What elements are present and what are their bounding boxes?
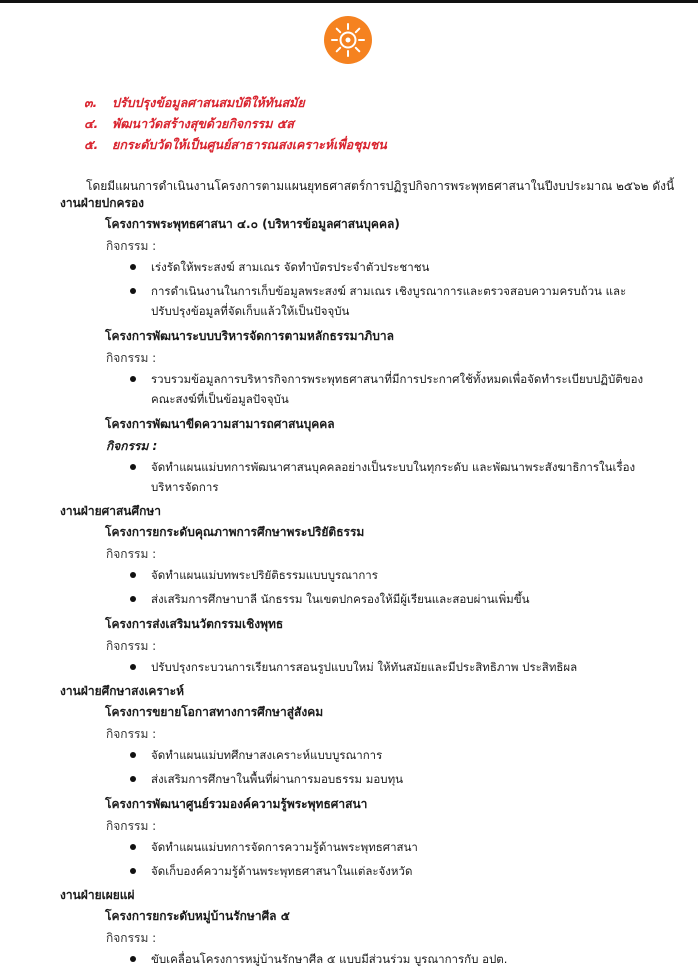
activity-label: กิจกรรม : — [106, 931, 157, 945]
activity-list — [0, 949, 698, 969]
goal-item — [84, 113, 387, 134]
activity-list — [0, 369, 698, 409]
activity-label: กิจกรรม : — [106, 351, 157, 365]
activity-list — [0, 457, 698, 497]
goal-number: ๓. — [84, 95, 98, 110]
activity-item: จัดทำแผนแม่บทการจัดการความรู้ด้านพระพุทธศาสนา — [0, 837, 698, 857]
activity-label: กิจกรรม : — [106, 239, 157, 253]
activity-item: จัดเก็บองค์ความรู้ด้านพระพุทธศาสนาในแต่ละจังหวัด — [0, 861, 698, 881]
activity-item: จัดทำแผนแม่บทการพัฒนาศาสนบุคคลอย่างเป็นระบบในทุกระดับ และพัฒนาพระสังฆาธิการในเรื่องบริหารจัดการ — [0, 457, 698, 497]
project-title: โครงการยกระดับหมู่บ้านรักษาศีล ๕ — [105, 909, 290, 923]
activity-item: การดำเนินงานในการเก็บข้อมูลพระสงฆ์ สามเณร เชิงบูรณาการและตรวจสอบความครบถ้วน และปรับปรุงข้อมูลที่จัดเก็บแล้วให้เป็นปัจจุบัน — [0, 281, 698, 321]
section-title: งานฝ่ายศึกษาสงเคราะห์ — [60, 684, 184, 698]
activity-item: ปรับปรุงกระบวนการเรียนการสอนรูปแบบใหม่ ให้ทันสมัยและมีประสิทธิภาพ ประสิทธิผล — [0, 657, 698, 677]
goal-number: ๕. — [84, 137, 99, 152]
section-administration — [0, 193, 698, 497]
section-title: งานฝ่ายปกครอง — [60, 196, 145, 210]
activity-list — [0, 837, 698, 881]
activity-label: กิจกรรม : — [106, 439, 158, 453]
goal-item — [84, 92, 387, 113]
activity-list — [0, 745, 698, 789]
section-title: งานฝ่ายศาสนศึกษา — [60, 504, 162, 518]
activity-item: รวบรวมข้อมูลการบริหารกิจการพระพุทธศาสนาที่มีการประกาศใช้ทั้งหมดเพื่อจัดทำระเบียบปฏิบัติของคณะสงฆ์ที่เป็นข้อมูลปัจจุบัน — [0, 369, 698, 409]
activity-item: ส่งเสริมการศึกษาในพื้นที่ผ่านการมอบธรรม มอบทุน — [0, 769, 698, 789]
activity-item: เร่งรัดให้พระสงฆ์ สามเณร จัดทำบัตรประจำตัวประชาชน — [0, 257, 698, 277]
section-title: งานฝ่ายเผยแผ่ — [60, 888, 135, 902]
dharma-sun-logo — [324, 16, 372, 64]
goal-text: ยกระดับวัดให้เป็นศูนย์สาธารณสงเคราะห์เพื่อชุมชน — [112, 137, 387, 152]
goal-number: ๔. — [84, 116, 99, 131]
project-title: โครงการขยายโอกาสทางการศึกษาสู่สังคม — [105, 705, 324, 719]
goal-item — [84, 134, 387, 155]
intro-paragraph: โดยมีแผนการดำเนินงานโครงการตามแผนยุทธศาสตร์การปฏิรูปกิจการพระพุทธศาสนาในปีงบประมาณ ๒๕๖๒ ดังนี้ — [86, 179, 675, 193]
section-educational-welfare — [0, 681, 698, 881]
activity-list — [0, 257, 698, 321]
top-border — [0, 0, 698, 3]
project-title: โครงการยกระดับคุณภาพการศึกษาพระปริยัติธรรม — [105, 525, 365, 539]
activity-list — [0, 657, 698, 677]
section-religious-education — [0, 501, 698, 677]
plan-content — [0, 193, 698, 973]
activity-label: กิจกรรม : — [106, 547, 157, 561]
activity-item: จัดทำแผนแม่บทศึกษาสงเคราะห์แบบบูรณาการ — [0, 745, 698, 765]
goal-text: พัฒนาวัดสร้างสุขด้วยกิจกรรม ๕ส — [112, 116, 294, 131]
project-title: โครงการพัฒนาขีดความสามารถศาสนบุคคล — [105, 417, 335, 431]
project-title: โครงการพัฒนาศูนย์รวมองค์ความรู้พระพุทธศาสนา — [105, 797, 368, 811]
project-title: โครงการส่งเสริมนวัตกรรมเชิงพุทธ — [105, 617, 284, 631]
goal-list — [84, 92, 387, 155]
activity-label: กิจกรรม : — [106, 819, 157, 833]
activity-label: กิจกรรม : — [106, 639, 157, 653]
activity-item: ส่งเสริมการศึกษาบาลี นักธรรม ในเขตปกครองให้มีผู้เรียนและสอบผ่านเพิ่มขึ้น — [0, 589, 698, 609]
activity-label: กิจกรรม : — [106, 727, 157, 741]
project-title: โครงการพัฒนาระบบบริหารจัดการตามหลักธรรมาภิบาล — [105, 329, 394, 343]
activity-list — [0, 565, 698, 609]
goal-text: ปรับปรุงข้อมูลศาสนสมบัติให้ทันสมัย — [112, 95, 305, 110]
section-propagation — [0, 885, 698, 969]
activity-item: จัดทำแผนแม่บทพระปริยัติธรรมแบบบูรณาการ — [0, 565, 698, 585]
activity-item: ขับเคลื่อนโครงการหมู่บ้านรักษาศีล ๕ แบบมีส่วนร่วม บูรณาการกับ อปต. — [0, 949, 698, 969]
project-title: โครงการพระพุทธศาสนา ๔.๐ (บริหารข้อมูลศาสนบุคคล) — [105, 217, 400, 231]
